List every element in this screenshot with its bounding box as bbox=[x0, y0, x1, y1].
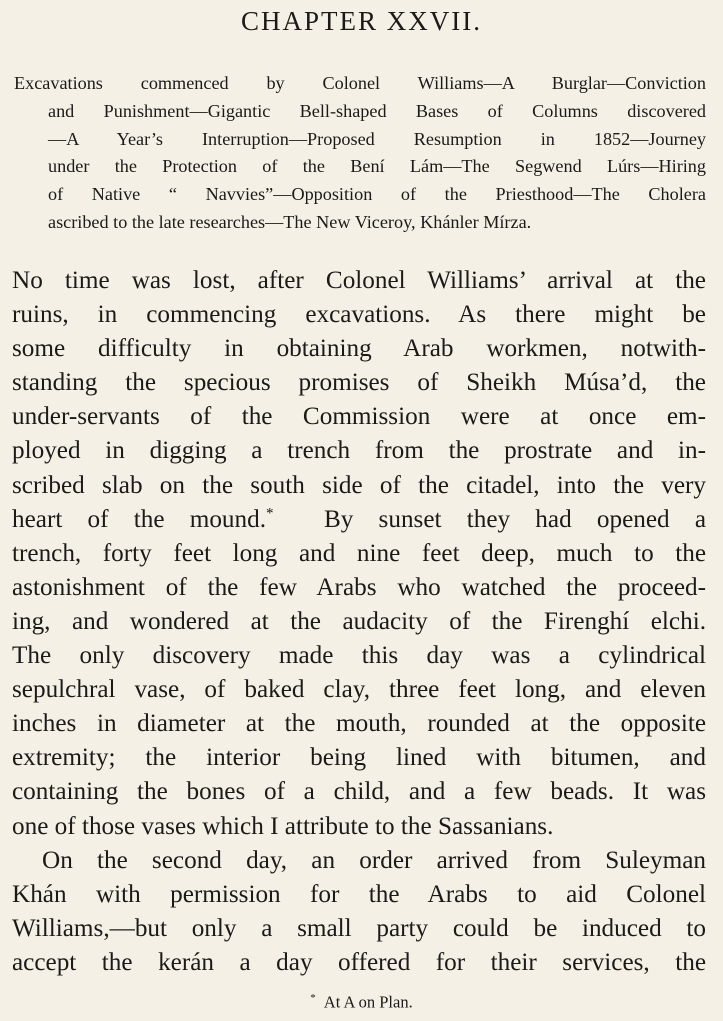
summary-line: Excavations commenced by Colonel Williams—A Burglar—Conviction bbox=[14, 73, 706, 93]
body-line: No time was lost, after Colonel Williams’ arrival at the bbox=[12, 267, 706, 294]
chapter-summary bbox=[14, 70, 706, 237]
footnote-marker: * bbox=[310, 992, 316, 1004]
chapter-title: CHAPTER XXVII. bbox=[241, 6, 482, 36]
body-line: ing, and wondered at the audacity of the Firenghí elchi. bbox=[12, 607, 706, 635]
body-line-with-footnote bbox=[12, 503, 706, 537]
body-line: standing the specious promises of Sheikh Músa’d, the bbox=[12, 369, 706, 397]
body-line: under-servants of the Commission were at once em- bbox=[12, 403, 706, 431]
body-line: sepulchral vase, of baked clay, three feet long, and eleven bbox=[12, 676, 706, 704]
body-line: one of those vases which I attribute to the Sassanians. bbox=[12, 812, 554, 840]
summary-line: and Punishment—Gigantic Bell-shaped Bases of Columns discovered bbox=[48, 100, 706, 121]
body-line: trench, forty feet long and nine feet deep, much to the bbox=[12, 539, 706, 567]
body-line: ployed in digging a trench from the prostrate and in- bbox=[12, 437, 706, 465]
summary-line: of Native “ Navvies”—Opposition of the Priesthood—The Cholera bbox=[48, 184, 706, 205]
body-line: ruins, in commencing excavations. As there might be bbox=[12, 301, 706, 329]
body-line: containing the bones of a child, and a few beads. It was bbox=[12, 778, 706, 806]
body-line: inches in diameter at the mouth, rounded at the opposite bbox=[12, 710, 706, 738]
body-line: On the second day, an order arrived from Suleyman bbox=[42, 846, 706, 874]
body-line: Williams,—but only a small party could be induced to bbox=[12, 914, 706, 942]
body-line: The only discovery made this day was a cylindrical bbox=[12, 642, 706, 670]
footnote-reference[interactable]: * bbox=[266, 505, 274, 522]
body-line-part: heart of the mound. bbox=[12, 505, 266, 533]
footnote-text: At A on Plan. bbox=[323, 992, 413, 1012]
body-line: Khán with permission for the Arabs to aid Colonel bbox=[12, 880, 706, 908]
body-line: scribed slab on the south side of the citadel, into the very bbox=[12, 471, 706, 499]
body-line: extremity; the interior being lined with bitumen, and bbox=[12, 744, 706, 772]
body-line: astonishment of the few Arabs who watched the proceed- bbox=[12, 573, 706, 601]
body-text bbox=[12, 264, 706, 980]
summary-line: —A Year’s Interruption—Proposed Resumption in 1852—Journey bbox=[48, 128, 706, 149]
body-line: accept the kerán a day offered for their services, the bbox=[12, 948, 706, 976]
body-line: some difficulty in obtaining Arab workmen, notwith- bbox=[12, 335, 706, 363]
summary-line: ascribed to the late researches—The New Viceroy, Khánler Mírza. bbox=[48, 211, 532, 232]
footnote bbox=[0, 987, 723, 1014]
body-line-part: By sunset they had opened a bbox=[323, 505, 707, 533]
summary-line: under the Protection of the Bení Lám—The Segwend Lúrs—Hiring bbox=[48, 156, 706, 177]
